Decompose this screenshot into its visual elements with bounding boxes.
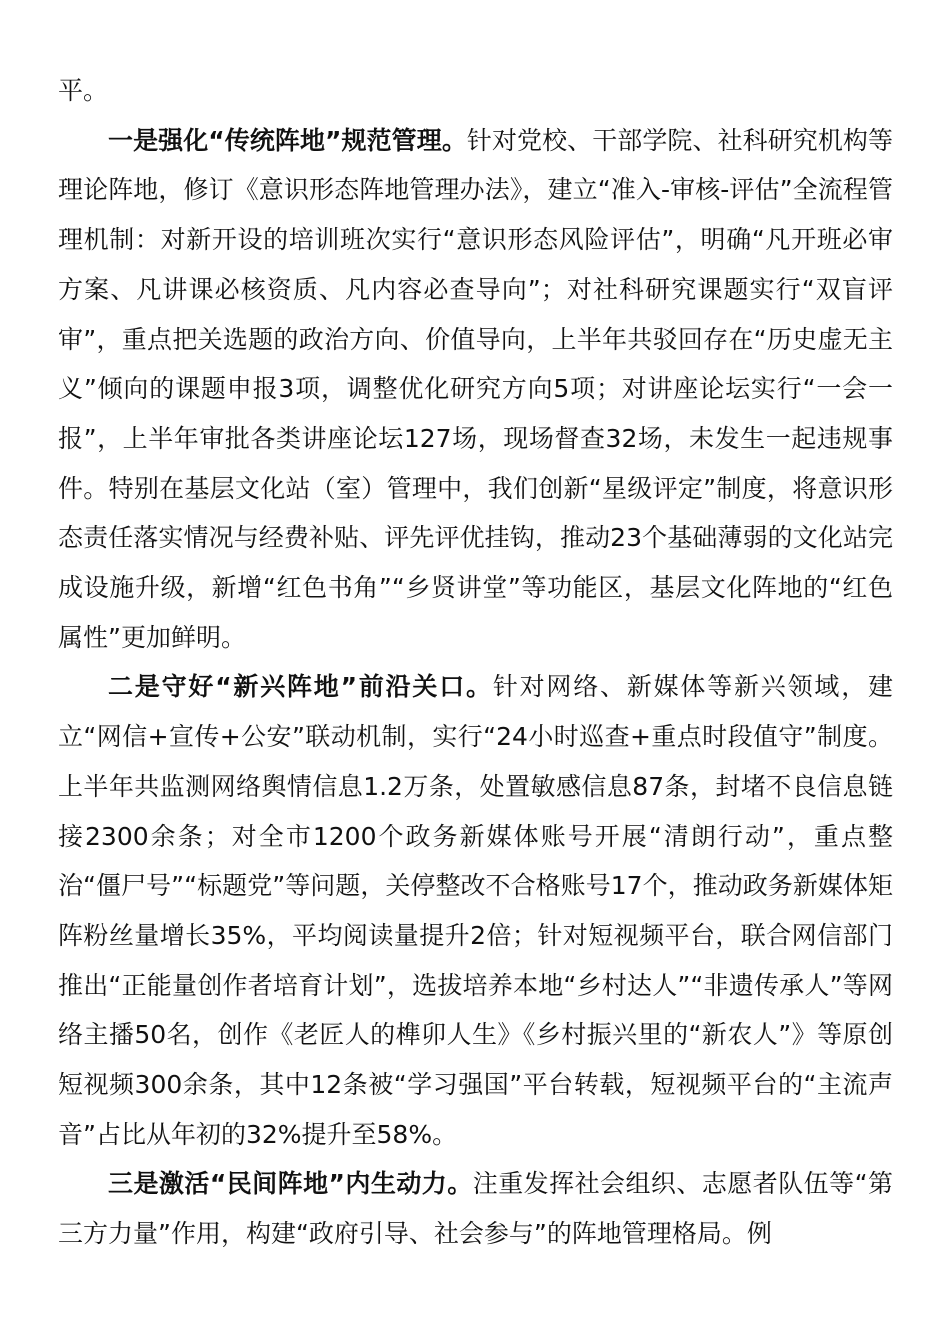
paragraph-heading: 二是守好“新兴阵地”前沿关口。 [108, 672, 493, 702]
paragraph-heading: 一是强化“传统阵地”规范管理。 [108, 125, 467, 155]
paragraph-text: 注重发挥社会组织、志愿者队伍等“第三方力量”作用，构建“政府引导、社会参与”的阵地管理格局。例 [58, 1169, 894, 1249]
paragraph-continuation [58, 66, 893, 116]
document-body [58, 66, 893, 1259]
paragraph-emerging-positions [58, 662, 893, 1159]
paragraph-heading: 三是激活“民间阵地”内生动力。 [108, 1169, 473, 1199]
paragraph-folk-positions [58, 1159, 893, 1258]
paragraph-text: 平。 [58, 76, 109, 105]
paragraph-text: 针对网络、新媒体等新兴领域，建立“网信+宣传+公安”联动机制，实行“24小时巡查+重点时段值守”制度。上半年共监测网络舆情信息1.2万条，处置敏感信息87条，封堵不良信息链接2300余条；对全市1200个政务新媒体账号开展“清朗行动”，重点整治“僵尸号”“标题党”等问题，关停整改不合格账号17个，推动政务新媒体矩阵粉丝量增长35%，平均阅读量提升2倍；针对短视频平台，联合网信部门推出“正能量创作者培育计划”，选拔培养本地“乡村达人”“非遗传承人”等网络主播50名，创作《老匠人的榫卯人生》《乡村振兴里的“新农人”》等原创短视频300余条，其中12条被“学习强国”平台转载，短视频平台的“主流声音”占比从年初的32%提升至58%。 [58, 672, 893, 1149]
paragraph-traditional-positions [58, 116, 893, 663]
paragraph-text: 针对党校、干部学院、社科研究机构等理论阵地，修订《意识形态阵地管理办法》，建立“准入-审核-评估”全流程管理机制：对新开设的培训班次实行“意识形态风险评估”，明确“凡开班必审方案、凡讲课必核资质、凡内容必查导向”；对社科研究课题实行“双盲评审”，重点把关选题的政治方向、价值导向，上半年共驳回存在“历史虚无主义”倾向的课题申报3项，调整优化研究方向5项；对讲座论坛实行“一会一报”，上半年审批各类讲座论坛127场，现场督查32场，未发生一起违规事件。特别在基层文化站（室）管理中，我们创新“星级评定”制度，将意识形态责任落实情况与经费补贴、评先评优挂钩，推动23个基础薄弱的文化站完成设施升级，新增“红色书角”“乡贤讲堂”等功能区，基层文化阵地的“红色属性”更加鲜明。 [58, 125, 893, 652]
